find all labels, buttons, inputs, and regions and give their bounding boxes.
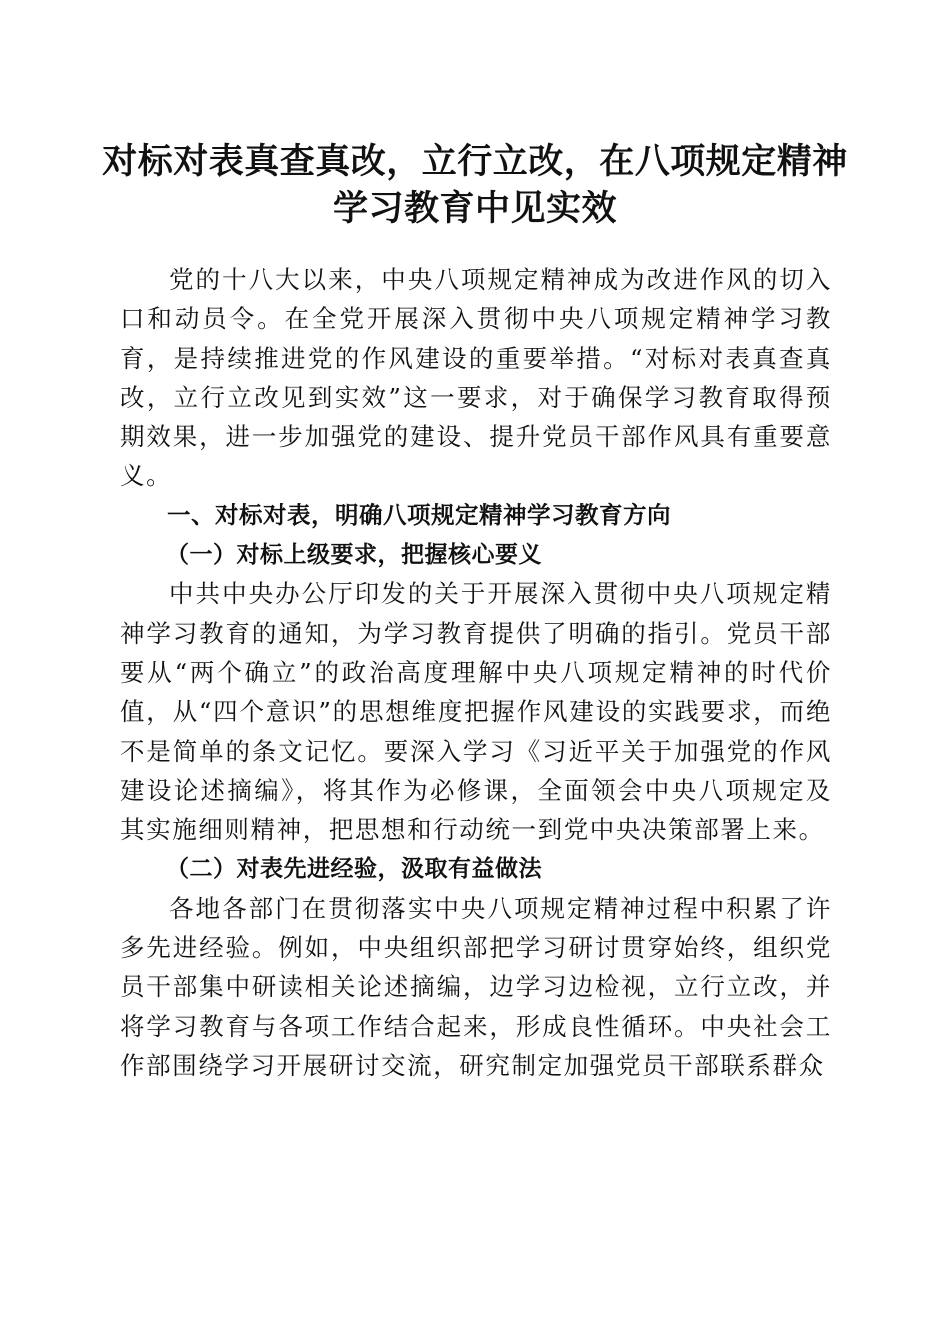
- document-body: [120, 260, 832, 1085]
- section-1-heading: 一、对标对表，明确八项规定精神学习教育方向: [167, 500, 671, 529]
- subsection-1-heading: （一）对标上级要求，把握核心要义: [166, 541, 542, 569]
- subsection-2-paragraph: 各地各部门在贯彻落实中央八项规定精神过程中积累了许多先进经验。例如，中央组织部把学习研讨贯穿始终，组织党员干部集中研读相关论述摘编，边学习边检视，立行立改，并将学习教育与各项工作结合起来，形成良性循环。中央社会工作部围绕学习开展研讨交流，研究制定加强党员干部联系群众: [120, 893, 832, 1080]
- subsection-1-paragraph: 中共中央办公厅印发的关于开展深入贯彻中央八项规定精神学习教育的通知，为学习教育提供了明确的指引。党员干部要从“两个确立”的政治高度理解中央八项规定精神的时代价值，从“四个意识”的思想维度把握作风建设的实践要求，而绝不是简单的条文记忆。要深入学习《习近平关于加强党的作风建设论述摘编》，将其作为必修课，全面领会中央八项规定及其实施细则精神，把思想和行动统一到党中央决策部署上来。: [120, 579, 832, 845]
- document-title: 对标对表真查真改，立行立改，在八项规定精神学习教育中见实效: [102, 141, 848, 229]
- intro-paragraph: 党的十八大以来，中央八项规定精神成为改进作风的切入口和动员令。在全党开展深入贯彻中央八项规定精神学习教育，是持续推进党的作风建设的重要举措。“对标对表真查真改，立行立改见到实效”这一要求，对于确保学习教育取得预期效果，进一步加强党的建设、提升党员干部作风具有重要意义。: [120, 265, 832, 491]
- subsection-2-heading: （二）对表先进经验，汲取有益做法: [166, 855, 542, 883]
